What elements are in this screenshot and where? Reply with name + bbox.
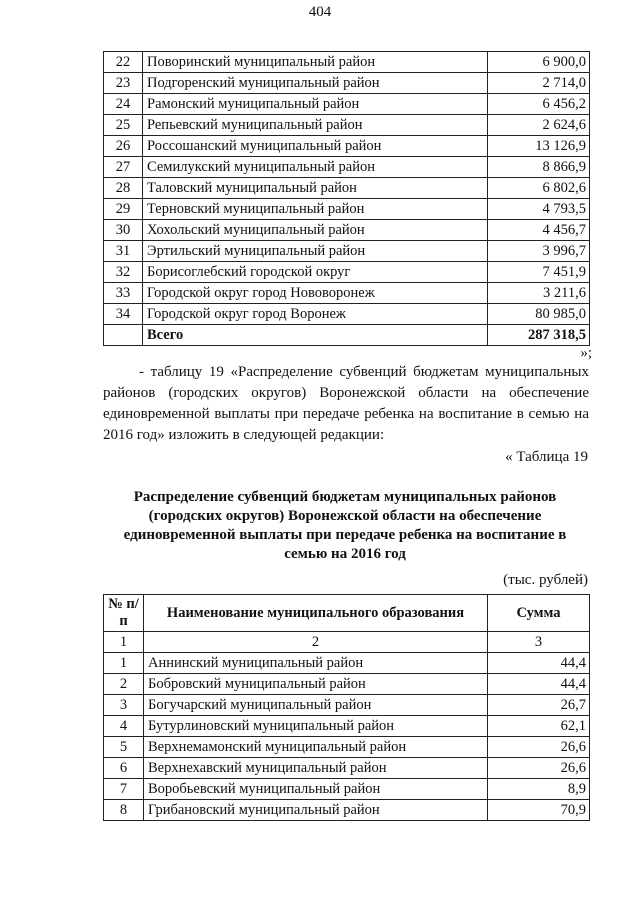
table-row: [104, 304, 590, 325]
column-number-row: [104, 632, 590, 653]
municipality-name: Эртильский муниципальный район: [143, 241, 488, 262]
municipality-name: Городской округ город Нововоронеж: [143, 283, 488, 304]
table-row: [104, 800, 590, 821]
municipality-name: Хохольский муниципальный район: [143, 220, 488, 241]
table-title: Распределение субвенций бюджетам муниципальных районов (городских округов) Воронежской области на обеспечение единовременной выплаты при передаче ребенка на воспитание в семью на 2016 год: [123, 489, 567, 562]
table-row: [104, 157, 590, 178]
row-number: 26: [104, 136, 143, 157]
table-row: [104, 716, 590, 737]
header-number: № п/п: [104, 595, 144, 632]
table-row: [104, 220, 590, 241]
municipality-name: Воробьевский муниципальный район: [144, 779, 488, 800]
amount: 6 802,6: [488, 178, 590, 199]
municipality-name: Подгоренский муниципальный район: [143, 73, 488, 94]
municipality-name: Городской округ город Воронеж: [143, 304, 488, 325]
municipality-name: Верхнемамонский муниципальный район: [144, 737, 488, 758]
amount: 70,9: [488, 800, 590, 821]
subsidy-table-continued: [103, 51, 590, 346]
amount: 44,4: [488, 674, 590, 695]
table-row: [104, 283, 590, 304]
table-row: [104, 241, 590, 262]
table-row: [104, 695, 590, 716]
table-row: [104, 115, 590, 136]
table-caption: « Таблица 19: [505, 449, 588, 465]
row-number: 34: [104, 304, 143, 325]
amount: 26,6: [488, 758, 590, 779]
total-row: [104, 325, 590, 346]
row-number: 33: [104, 283, 143, 304]
municipality-name: Грибановский муниципальный район: [144, 800, 488, 821]
amount: 13 126,9: [488, 136, 590, 157]
municipality-name: Бобровский муниципальный район: [144, 674, 488, 695]
amount: 3 996,7: [488, 241, 590, 262]
table-row: [104, 73, 590, 94]
municipality-name: Таловский муниципальный район: [143, 178, 488, 199]
amount: 26,6: [488, 737, 590, 758]
municipality-name: Поворинский муниципальный район: [143, 52, 488, 73]
row-number: 29: [104, 199, 143, 220]
amount: 6 900,0: [488, 52, 590, 73]
row-number: 30: [104, 220, 143, 241]
row-number: 2: [104, 674, 144, 695]
amount: 44,4: [488, 653, 590, 674]
table-row: [104, 94, 590, 115]
row-number: 1: [104, 653, 144, 674]
table-row: [104, 136, 590, 157]
subsidy-table-19: [103, 594, 590, 821]
total-label: Всего: [143, 325, 488, 346]
municipality-name: Россошанский муниципальный район: [143, 136, 488, 157]
amount: 8 866,9: [488, 157, 590, 178]
closing-quote: »;: [580, 345, 592, 361]
row-number: 5: [104, 737, 144, 758]
amount: 62,1: [488, 716, 590, 737]
row-number: 31: [104, 241, 143, 262]
row-number: 28: [104, 178, 143, 199]
row-number: 8: [104, 800, 144, 821]
table-row: [104, 674, 590, 695]
column-number: 1: [104, 632, 144, 653]
header-name: Наименование муниципального образования: [144, 595, 488, 632]
row-number: 25: [104, 115, 143, 136]
table-row: [104, 779, 590, 800]
municipality-name: Борисоглебский городской округ: [143, 262, 488, 283]
municipality-name: Богучарский муниципальный район: [144, 695, 488, 716]
total-amount: 287 318,5: [488, 325, 590, 346]
amount: 2 714,0: [488, 73, 590, 94]
amount: 4 793,5: [488, 199, 590, 220]
row-number: 22: [104, 52, 143, 73]
amount: 3 211,6: [488, 283, 590, 304]
row-number: 27: [104, 157, 143, 178]
column-number: 3: [488, 632, 590, 653]
row-number: 23: [104, 73, 143, 94]
units-label: (тыс. рублей): [503, 572, 588, 588]
municipality-name: Верхнехавский муниципальный район: [144, 758, 488, 779]
row-number: 24: [104, 94, 143, 115]
table-row: [104, 758, 590, 779]
row-number: 4: [104, 716, 144, 737]
amendment-text: - таблицу 19 «Распределение субвенций бюджетам муниципальных районов (городских округов) Воронежской области на обеспечение единовременной выплаты при передаче ребенка на воспитание в семью на 2016 год» изложить в следующей редакции:: [103, 364, 589, 443]
amount: 4 456,7: [488, 220, 590, 241]
municipality-name: Аннинский муниципальный район: [144, 653, 488, 674]
amount: 7 451,9: [488, 262, 590, 283]
amount: 8,9: [488, 779, 590, 800]
header-row: [104, 595, 590, 632]
header-sum: Сумма: [488, 595, 590, 632]
table-row: [104, 737, 590, 758]
column-number: 2: [144, 632, 488, 653]
table-row: [104, 262, 590, 283]
table-row: [104, 52, 590, 73]
amount: 6 456,2: [488, 94, 590, 115]
table-row: [104, 653, 590, 674]
amount: 80 985,0: [488, 304, 590, 325]
municipality-name: Семилукский муниципальный район: [143, 157, 488, 178]
row-number: 32: [104, 262, 143, 283]
table-row: [104, 199, 590, 220]
amendment-paragraph: [103, 362, 589, 446]
page-number: 404: [308, 4, 332, 20]
table-row: [104, 178, 590, 199]
amount: 26,7: [488, 695, 590, 716]
municipality-name: Репьевский муниципальный район: [143, 115, 488, 136]
municipality-name: Бутурлиновский муниципальный район: [144, 716, 488, 737]
amount: 2 624,6: [488, 115, 590, 136]
row-number: 6: [104, 758, 144, 779]
row-number: 7: [104, 779, 144, 800]
municipality-name: Рамонский муниципальный район: [143, 94, 488, 115]
municipality-name: Терновский муниципальный район: [143, 199, 488, 220]
row-number: 3: [104, 695, 144, 716]
